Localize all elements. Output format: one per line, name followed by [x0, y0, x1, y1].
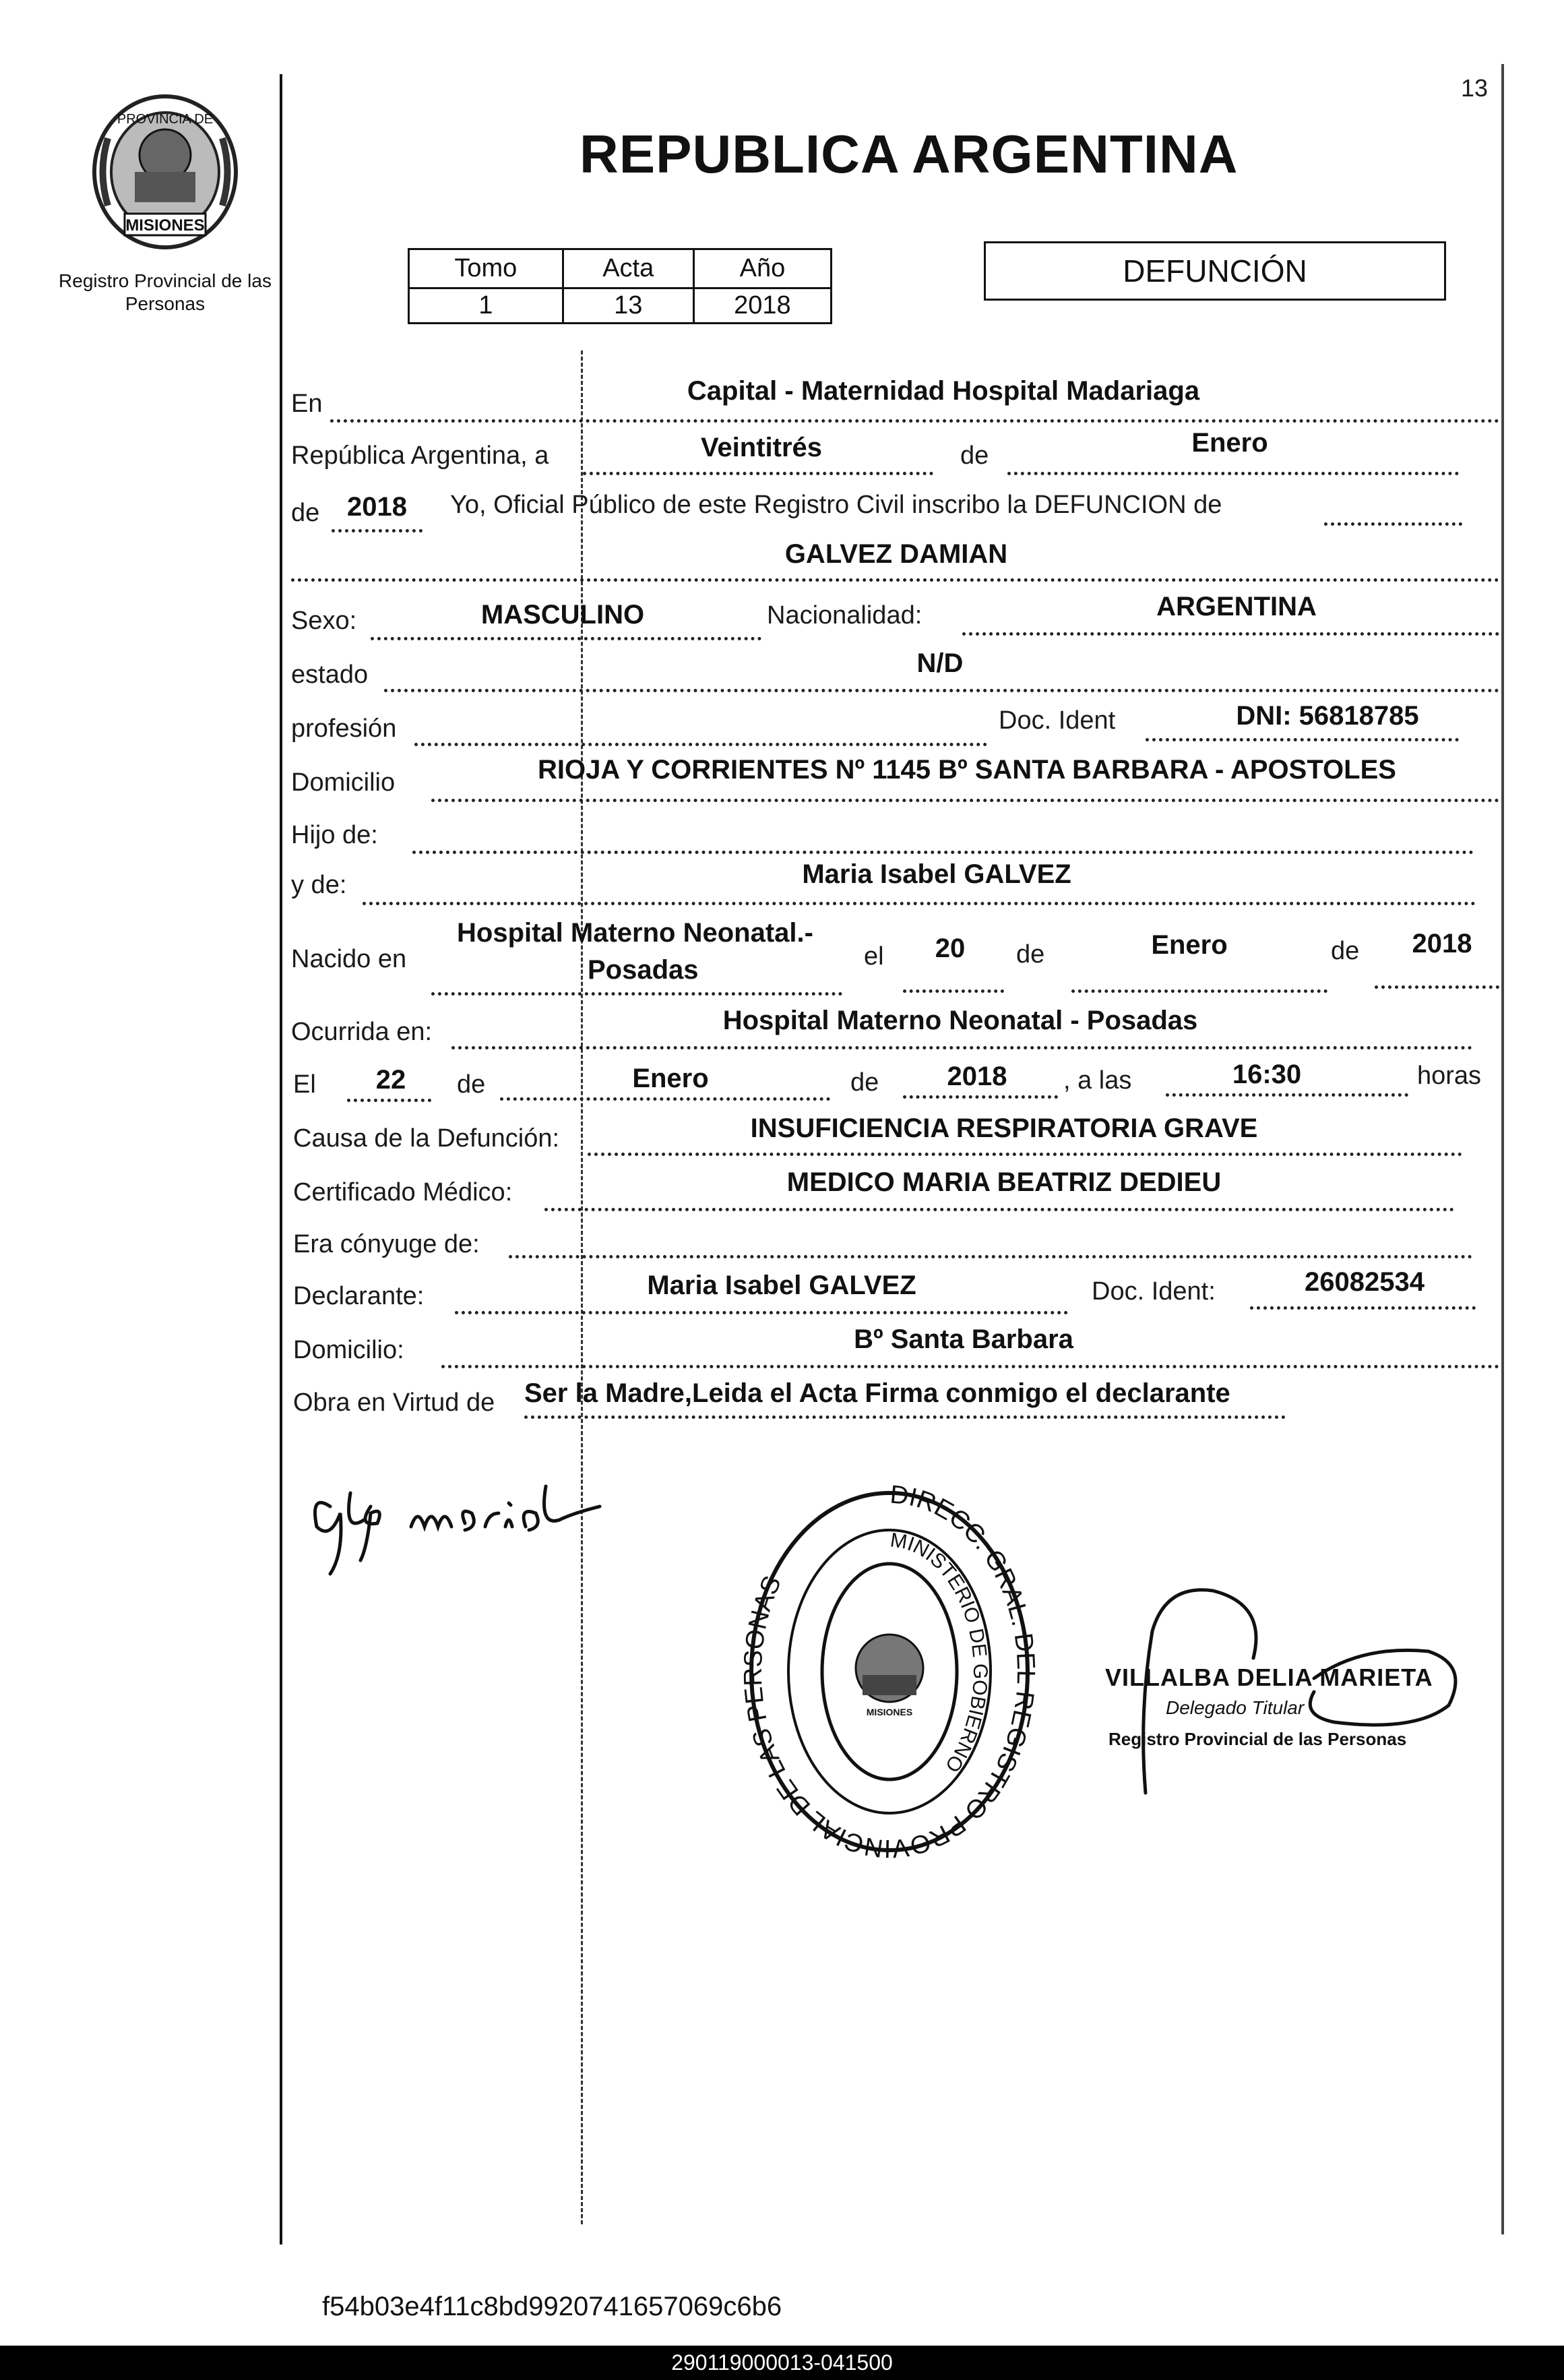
- certificado-value: MEDICO MARIA BEATRIZ DEDIEU: [786, 1167, 1222, 1197]
- sexo-value: MASCULINO: [480, 600, 645, 630]
- official-signature: [1078, 1577, 1482, 1806]
- sexo-label: Sexo:: [291, 607, 357, 635]
- conyuge-label: Era cónyuge de:: [293, 1230, 480, 1258]
- hijo-de-label: Hijo de:: [291, 821, 378, 849]
- birthplace-line2: Posadas: [588, 955, 699, 985]
- death-year: 2018: [947, 1062, 1007, 1091]
- y-de-line: [363, 902, 1476, 905]
- declarante-domicilio-value: Bº Santa Barbara: [854, 1324, 1073, 1354]
- doc-ident-label: Doc. Ident: [999, 706, 1116, 735]
- header-acta: Acta: [563, 249, 693, 288]
- domicilio-label: Domicilio: [291, 768, 396, 797]
- record-type: DEFUNCIÓN: [1123, 253, 1307, 288]
- declarante-doc-label: Doc. Ident:: [1092, 1277, 1216, 1306]
- estado-label: estado: [291, 661, 369, 689]
- declarante-value: Maria Isabel GALVEZ: [647, 1271, 916, 1300]
- record-number-table: [408, 248, 832, 324]
- right-margin-line: [1501, 64, 1504, 2234]
- declarante-doc-value: 26082534: [1305, 1267, 1425, 1297]
- value-anio: 2018: [693, 288, 831, 324]
- inscribo-text: Yo, Oficial Público de este Registro Civil inscribo la DEFUNCION de: [450, 491, 1222, 519]
- birthplace-line1: Hospital Materno Neonatal.-: [457, 918, 813, 948]
- inscribo-line: [1324, 522, 1462, 526]
- causa-line: [588, 1153, 1462, 1156]
- mother-name: Maria Isabel GALVEZ: [802, 859, 1071, 889]
- deceased-name: GALVEZ DAMIAN: [784, 539, 1008, 569]
- footer-bar: [0, 2346, 1564, 2380]
- birth-day: 20: [935, 934, 966, 963]
- obra-line: [524, 1415, 1286, 1419]
- a-las-label: , a las: [1063, 1066, 1132, 1095]
- declarante-doc-line: [1250, 1306, 1476, 1310]
- ocurrida-value: Hospital Materno Neonatal - Posadas: [722, 1006, 1198, 1035]
- value-tomo: 1: [409, 288, 563, 324]
- muerte-de2: de: [850, 1068, 879, 1097]
- birth-month-line: [1071, 989, 1327, 993]
- en-label: En: [291, 390, 323, 418]
- document-title: REPUBLICA ARGENTINA: [580, 124, 1239, 184]
- estado-value: N/D: [916, 648, 964, 678]
- death-day: 22: [375, 1065, 406, 1095]
- year-line: [332, 529, 423, 532]
- declarante-line: [455, 1311, 1068, 1314]
- registry-name: Registro Provincial de las Personas: [59, 270, 272, 314]
- official-name: VILLALBA DELIA MARIETA: [1105, 1664, 1433, 1691]
- declarante-domicilio-line: [441, 1365, 1499, 1368]
- declarante-domicilio-label: Domicilio:: [293, 1336, 404, 1364]
- obra-label: Obra en Virtud de: [293, 1389, 495, 1417]
- record-type-box: [984, 241, 1446, 301]
- death-time: 16:30: [1232, 1060, 1302, 1089]
- nacionalidad-value: ARGENTINA: [1156, 592, 1317, 621]
- nacionalidad-label: Nacionalidad:: [767, 601, 922, 630]
- republica-label: República Argentina, a: [291, 441, 549, 470]
- footer-code: 290119000013-041500: [671, 2350, 893, 2375]
- birth-year-line: [1375, 985, 1499, 989]
- nacido-de1: de: [1016, 940, 1045, 969]
- svg-text:MINISTERIO DE GOBIERNO: MINISTERIO DE GOBIERNO: [889, 1529, 991, 1777]
- place-value: Capital - Maternidad Hospital Madariaga: [687, 376, 1200, 406]
- horas-label: horas: [1417, 1062, 1482, 1090]
- profesion-label: profesión: [291, 714, 397, 743]
- official-seal: [741, 1483, 1038, 1860]
- birth-year: 2018: [1412, 929, 1472, 958]
- en-line: [330, 419, 1499, 423]
- death-year-line: [903, 1095, 1058, 1099]
- sexo-line: [371, 637, 761, 640]
- el-label: el: [864, 942, 884, 971]
- official-office: Registro Provincial de las Personas: [1108, 1729, 1407, 1749]
- doc-ident-line: [1146, 738, 1459, 741]
- month: Enero: [1191, 428, 1268, 458]
- certificado-label: Certificado Médico:: [293, 1178, 513, 1207]
- svg-text:MISIONES: MISIONES: [866, 1707, 913, 1717]
- value-acta: 13: [563, 288, 693, 324]
- svg-text:DIRECC. GRAL. DEL REGISTRO PRO: DIRECC. GRAL. DEL REGISTRO PROVINCIAL DE LAS PERSONAS: [741, 1483, 1038, 1860]
- doc-ident-value: DNI: 56818785: [1236, 701, 1419, 731]
- name-line: [291, 578, 1499, 582]
- year: 2018: [347, 492, 407, 522]
- birth-month: Enero: [1151, 930, 1228, 960]
- obra-value: Ser la Madre,Leida el Acta Firma conmigo el declarante: [524, 1378, 1230, 1408]
- death-time-line: [1166, 1093, 1408, 1097]
- birth-day-line: [903, 989, 1004, 993]
- svg-text:PROVINCIA DE: PROVINCIA DE: [117, 112, 214, 127]
- certificado-line: [544, 1208, 1454, 1211]
- official-title: Delegado Titular: [1166, 1697, 1305, 1718]
- muerte-de1: de: [457, 1070, 486, 1099]
- death-month: Enero: [632, 1064, 709, 1093]
- death-day-line: [347, 1099, 431, 1102]
- province-logo: [88, 91, 243, 253]
- page-number: 13: [1461, 74, 1489, 102]
- document-hash: f54b03e4f11c8bd9920741657069c6b6: [322, 2292, 782, 2321]
- day-words: Veintitrés: [700, 433, 823, 462]
- left-margin-line: [280, 74, 282, 2245]
- de-label: de: [960, 441, 989, 470]
- ocurrida-line: [451, 1046, 1472, 1049]
- day-line: [583, 472, 933, 475]
- hijo-de-line: [412, 851, 1474, 854]
- profesion-line: [414, 743, 987, 746]
- birthplace-line: [431, 992, 842, 996]
- svg-text:MISIONES: MISIONES: [125, 216, 205, 235]
- header-anio: Año: [693, 249, 831, 288]
- estado-line: [384, 689, 1499, 692]
- causa-value: INSUFICIENCIA RESPIRATORIA GRAVE: [750, 1113, 1258, 1143]
- death-month-line: [500, 1097, 830, 1101]
- declarant-signature: [303, 1466, 620, 1581]
- de2-label: de: [291, 499, 320, 527]
- y-de-label: y de:: [291, 871, 347, 899]
- el2-label: El: [293, 1070, 316, 1099]
- conyuge-line: [509, 1255, 1472, 1258]
- month-line: [1007, 472, 1459, 475]
- declarante-label: Declarante:: [293, 1282, 425, 1310]
- nacido-label: Nacido en: [291, 945, 407, 973]
- ocurrida-label: Ocurrida en:: [291, 1018, 433, 1046]
- causa-label: Causa de la Defunción:: [293, 1124, 560, 1153]
- domicilio-line: [431, 799, 1499, 802]
- nacido-de2: de: [1331, 937, 1360, 965]
- nacionalidad-line: [962, 632, 1499, 636]
- domicilio-value: RIOJA Y CORRIENTES Nº 1145 Bº SANTA BARBARA - APOSTOLES: [538, 755, 1396, 785]
- header-tomo: Tomo: [409, 249, 563, 288]
